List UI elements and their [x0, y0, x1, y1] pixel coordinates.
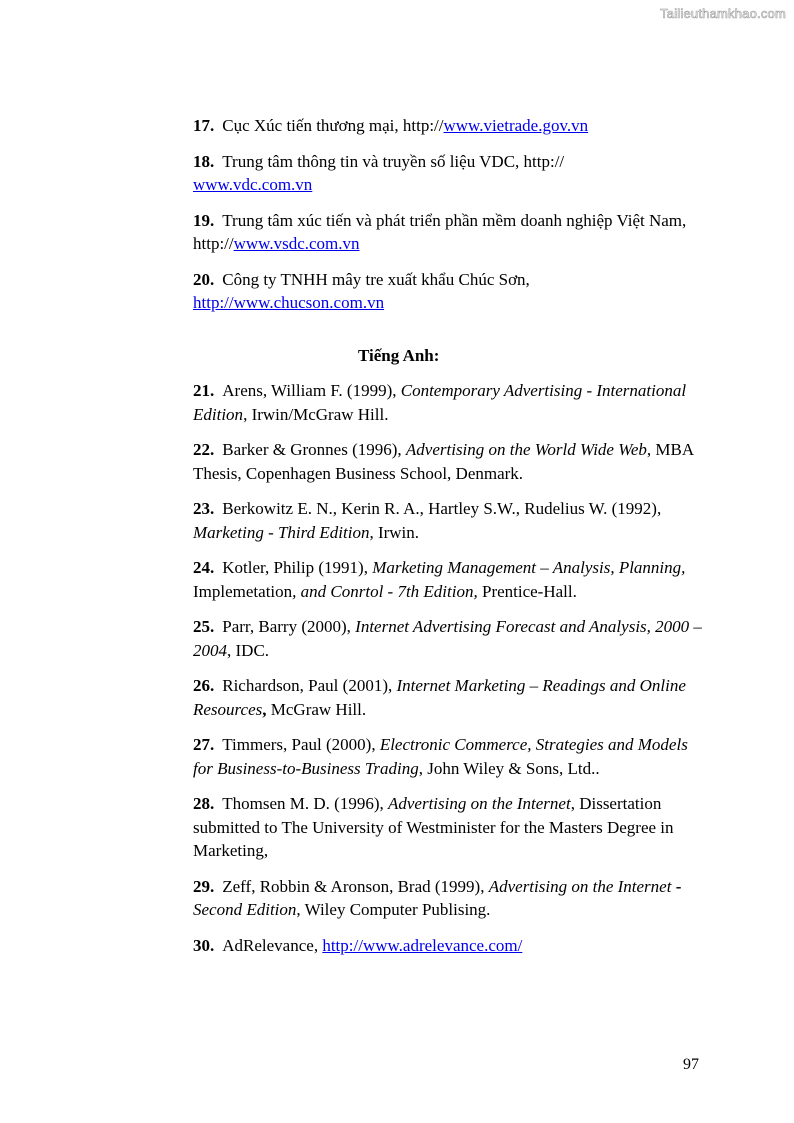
- reference-publisher: , Dissertation submitted to The University of Westminister for the Masters Degree in Marketing,: [193, 794, 674, 860]
- reference-21: [193, 379, 703, 426]
- reference-link[interactable]: www.vietrade.gov.vn: [443, 116, 589, 135]
- reference-28: [193, 792, 703, 863]
- reference-title: Electronic Commerce, Strategies and Models for Business-to-Business Trading: [193, 735, 688, 778]
- reference-25: [193, 615, 703, 662]
- reference-17: [193, 114, 703, 138]
- watermark: Tailieuthamkhao.com: [660, 6, 786, 21]
- reference-number: 23.: [193, 499, 215, 518]
- reference-publisher: Prentice-Hall.: [477, 581, 577, 601]
- reference-text: AdRelevance,: [222, 935, 323, 955]
- reference-number: 22.: [193, 440, 215, 459]
- reference-author: Kotler, Philip (1991),: [222, 558, 373, 577]
- reference-author: Timmers, Paul (2000),: [222, 735, 380, 754]
- reference-title: Internet Marketing – Readings and Online Resources: [193, 676, 686, 719]
- reference-number: 30.: [193, 935, 215, 955]
- reference-number: 28.: [193, 794, 215, 813]
- reference-author: Parr, Barry (2000),: [222, 617, 356, 636]
- reference-26: [193, 674, 703, 721]
- reference-24: [193, 556, 703, 603]
- reference-link[interactable]: www.vsdc.com.vn: [233, 234, 360, 253]
- reference-title: Advertising on the World Wide Web: [405, 440, 647, 459]
- reference-link[interactable]: http://www.chucson.com.vn: [193, 293, 385, 312]
- reference-20: [193, 268, 703, 315]
- reference-title: Marketing Management – Analysis, Planning,: [372, 558, 686, 577]
- reference-author: Arens, William F. (1999),: [222, 381, 401, 400]
- reference-author: Thomsen M. D. (1996),: [222, 794, 388, 813]
- reference-number: 29.: [193, 876, 215, 896]
- reference-text: Công ty TNHH mây tre xuất khẩu Chúc Sơn,: [222, 269, 530, 289]
- reference-text: Trung tâm xúc tiến và phát triển phần mềm doanh nghiệp Việt Nam, http://: [193, 210, 687, 253]
- reference-29: [193, 875, 703, 922]
- page-number: 97: [683, 1056, 699, 1073]
- reference-author: Richardson, Paul (2001),: [222, 676, 397, 695]
- reference-link[interactable]: www.vdc.com.vn: [193, 175, 313, 194]
- reference-number: 18.: [193, 151, 215, 171]
- reference-publisher: , MBA Thesis, Copenhagen Business School, Denmark.: [193, 440, 694, 483]
- reference-title: Advertising on the Internet: [488, 876, 672, 896]
- reference-number: 20.: [193, 269, 215, 289]
- reference-author: Zeff, Robbin & Aronson, Brad (1999),: [222, 876, 489, 896]
- reference-publisher: , Wiley Computer Publising.: [296, 900, 491, 919]
- reference-18: [193, 150, 703, 197]
- reference-19: [193, 209, 703, 256]
- reference-title: Contemporary Advertising - International Edition: [193, 381, 687, 424]
- reference-title: Advertising on the Internet: [387, 794, 571, 813]
- reference-author: Barker & Gronnes (1996),: [222, 440, 406, 459]
- reference-22: [193, 438, 703, 485]
- reference-publisher: , John Wiley & Sons, Ltd..: [418, 758, 600, 778]
- reference-separator: -: [671, 876, 682, 896]
- references-list: [193, 114, 703, 969]
- reference-author: Berkowitz E. N., Kerin R. A., Hartley S.W., Rudelius W. (1992),: [222, 499, 662, 518]
- reference-publisher: McGraw Hill.: [266, 699, 367, 719]
- reference-publisher: , Irwin/McGraw Hill.: [243, 404, 389, 424]
- reference-text: Cục Xúc tiến thương mại, http://: [222, 116, 444, 135]
- reference-number: 24.: [193, 558, 215, 577]
- reference-number: 25.: [193, 617, 215, 636]
- reference-text: Trung tâm thông tin và truyền số liệu VDC, http://: [222, 151, 565, 171]
- reference-27: [193, 733, 703, 780]
- reference-title-end: , and Conrtol - 7th Edition,: [292, 581, 478, 601]
- reference-title-middle: Implemetation: [193, 581, 293, 601]
- reference-number: 21.: [193, 381, 215, 400]
- reference-number: 26.: [193, 676, 215, 695]
- reference-number: 27.: [193, 735, 215, 754]
- reference-title: Marketing - Third Edition: [193, 522, 370, 542]
- reference-publisher: , IDC.: [227, 640, 270, 660]
- reference-number: 19.: [193, 210, 215, 230]
- reference-30: [193, 934, 703, 958]
- reference-edition: Second Edition: [193, 900, 297, 919]
- reference-publisher: , Irwin.: [369, 522, 420, 542]
- reference-separator: ,: [262, 699, 267, 719]
- reference-link[interactable]: http://www.adrelevance.com/: [322, 935, 523, 955]
- reference-title: Internet Advertising Forecast and Analysis, 2000 – 2004: [193, 617, 702, 660]
- reference-23: [193, 497, 703, 544]
- section-heading: Tiếng Anh:: [358, 345, 440, 365]
- reference-number: 17.: [193, 116, 215, 135]
